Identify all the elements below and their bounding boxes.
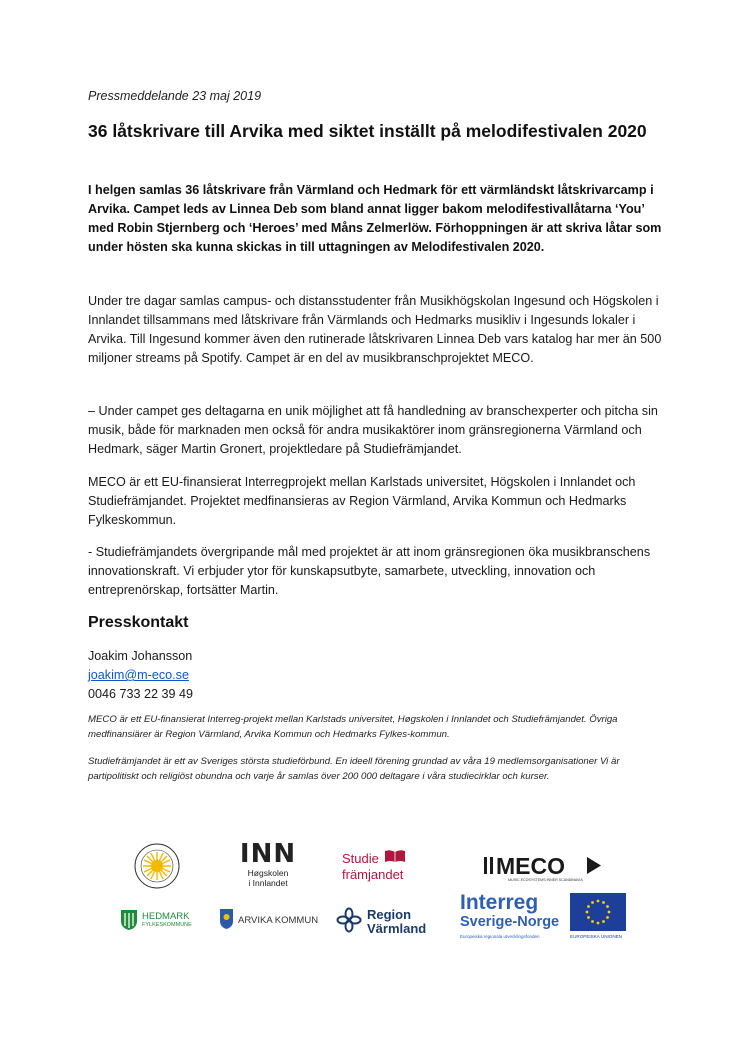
karlstad-university-logo [133, 842, 181, 890]
region-flower-icon [336, 907, 362, 933]
arvika-kommun-logo [219, 908, 319, 934]
karlstad-sun-icon [133, 842, 181, 890]
body-paragraph-2: – Under campet ges deltagarna en unik möjlighet att få handledning av branschexperter och pitcha sin musik, både för marknaden men också för andra musikaktörer inom gränsregionerna Värmland och Hedmark, säger Martin Gronert, projektledare på Studiefrämjandet. [88, 404, 658, 456]
contact-name: Joakim Johansson [88, 649, 193, 663]
meco-mark: MECO [496, 853, 565, 879]
hedmark-logo [120, 909, 200, 935]
body-paragraph-4: - Studiefrämjandets övergripande mål med projektet är att inom gränsregionen öka musikbranschens innovationskraft. Vi erbjuder ytor för kunskapsutbyte, samarbete, utveckling, innovation och entreprenörskap, fortsätter Martin. [88, 545, 651, 597]
region-line-2: Värmland [367, 921, 427, 936]
studie-line-2: främjandet [342, 867, 404, 882]
interreg-line-2: Sverige-Norge [460, 914, 560, 930]
dateline: Pressmeddelande 23 maj 2019 [88, 89, 262, 103]
region-värmland-logo [336, 905, 432, 937]
studie-line-1: Studie [342, 851, 379, 866]
book-icon [384, 849, 406, 863]
inn-logo [234, 840, 302, 895]
eu-logo [570, 893, 628, 943]
eu-flag-icon [570, 893, 626, 931]
hedmark-shield-icon [120, 909, 138, 931]
interreg-line-3: Europeiska regionala utvecklingsfonden [460, 934, 540, 939]
arvika-text: ARVIKA KOMMUN [238, 915, 319, 926]
region-line-1: Region [367, 907, 412, 922]
headline: 36 låtskrivare till Arvika med siktet inställt på melodifestivalen 2020 [88, 121, 647, 141]
body-paragraph-1: Under tre dagar samlas campus- och distansstudenter från Musikhögskolan Ingesund och Högskolen i Innlandet tillsammans med låtskrivare från Värmlands och Hedmarks musikliv i Ingesunds lokaler i Arvika. Till Ingesund kommer även den rutinerade låtskrivaren Linnea Deb vars katalog har mer än 500 miljoner streams på Spotify. Campet är en del av musikbranschprojektet MECO. [88, 294, 662, 365]
contact-phone: 0046 733 22 39 49 [88, 687, 194, 701]
play-icon [587, 857, 601, 874]
contact-email-link[interactable]: joakim@m-eco.se [88, 668, 189, 682]
interreg-logo [458, 893, 566, 943]
lead-paragraph: I helgen samlas 36 låtskrivare från Värmland och Hedmark för ett värmländskt låtskrivarcamp i Arvika. Campet leds av Linnea Deb som bland annat ligger bakom melodifestivallåtarna ‘You’ med Robin Stjernberg och ‘Heroes’ med Måns Zelmerlöw. Förhoppningen är att skriva låtar som under hösten ska kunna skickas in till uttagningen av Melodifestivalen 2020. [88, 183, 662, 254]
inn-mark: INN [239, 839, 297, 869]
meco-tagline: MUSIC ECOSYSTEMS INNER SCANDINAVIA [508, 878, 583, 882]
eu-text: EUROPEISKA UNIONEN [570, 934, 623, 939]
body-paragraph-3: MECO är ett EU-finansierat Interregprojekt mellan Karlstads universitet, Högskolen i Innlandet och Studiefrämjandet. Projektet medfinansieras av Region Värmland, Arvika Kommun och Hedmarks Fylkeskommun. [88, 475, 636, 527]
inn-line-1: Høgskolen [247, 868, 289, 878]
meco-logo [484, 853, 604, 883]
inn-line-2: i Innlandet [248, 878, 288, 888]
hedmark-line-1: HEDMARK [142, 911, 190, 922]
studiefrämjandet-logo [340, 847, 412, 887]
arvika-shield-icon [219, 908, 234, 930]
note-meco: MECO är ett EU-finansierat Interreg-projekt mellan Karlstads universitet, Høgskolen i Innlandet och Studiefrämjandet. Övriga medfinansiärer är Region Värmland, Arvika Kommun och Hedmarks Fylkes-kommun. [88, 714, 618, 740]
note-studiefrämjandet: Studiefrämjandet är ett av Sveriges största studieförbund. En ideell förening grundad av våra 19 medlemsorganisationer Vi är partipolitiskt och religiöst obundna och varje år samlas över 200 000 deltagare i våra studiecirklar och kurser. [88, 756, 620, 782]
press-contact-heading: Presskontakt [88, 614, 189, 631]
meco-bar-1 [484, 857, 487, 874]
meco-bar-2 [490, 857, 493, 874]
interreg-line-1: Interreg [460, 891, 539, 914]
hedmark-line-2: FYLKESKOMMUNE [142, 922, 192, 928]
